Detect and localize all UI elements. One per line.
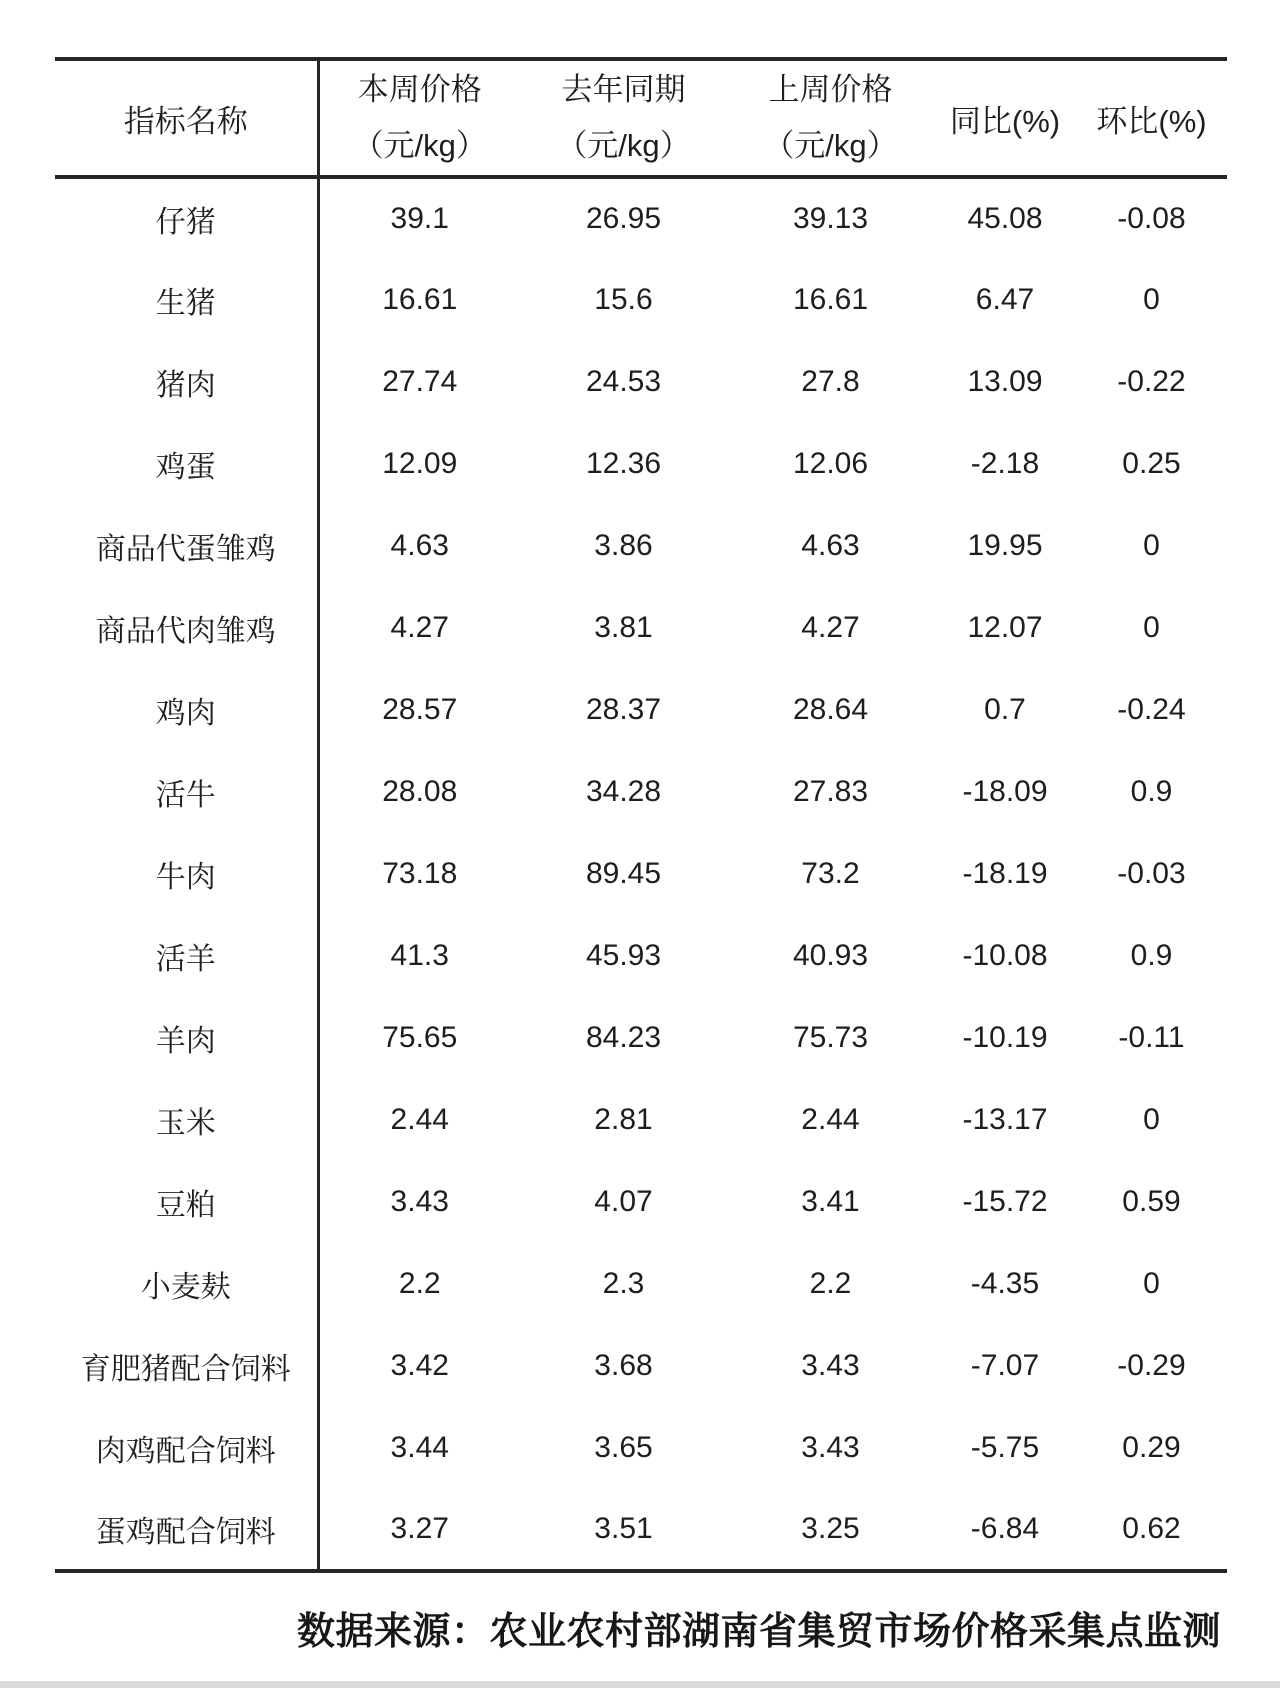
last-week-value-cell: 3.43 <box>801 1431 860 1464</box>
yoy-value-cell: 12.07 <box>967 611 1043 644</box>
header-last-week-label: 上周价格 <box>768 72 893 107</box>
row-label-cell: 肉鸡配合饲料 <box>55 1407 318 1489</box>
table-row <box>55 1243 1227 1325</box>
yoy-value-cell: -13.17 <box>962 1103 1048 1136</box>
last-year-value-cell: 3.68 <box>594 1349 653 1382</box>
this-week-value-cell: 3.42 <box>390 1349 449 1382</box>
table-row <box>55 669 1227 751</box>
header-wow-percent: 环比(%) <box>1076 59 1227 177</box>
this-week-value-cell: 75.65 <box>382 1021 458 1054</box>
yoy-value-cell: 45.08 <box>967 202 1043 235</box>
table-row <box>55 1407 1227 1489</box>
table-row <box>55 915 1227 997</box>
yoy-value-cell: -10.19 <box>962 1021 1048 1054</box>
last-year-value-cell: 45.93 <box>585 939 662 972</box>
row-label-cell: 育肥猪配合饲料 <box>55 1325 318 1407</box>
table-row <box>55 177 1227 259</box>
wow-value-cell: -0.22 <box>1117 365 1186 398</box>
row-label-cell: 商品代肉雏鸡 <box>55 587 318 669</box>
last-week-value-cell: 27.83 <box>792 775 869 808</box>
wow-value-cell: 0.9 <box>1130 775 1173 808</box>
last-year-value-cell: 89.45 <box>585 857 662 890</box>
last-year-value-cell: 2.3 <box>602 1267 645 1300</box>
last-year-value-cell: 3.86 <box>594 529 653 562</box>
row-label-cell: 羊肉 <box>55 997 318 1079</box>
header-this-week-unit: （元/kg） <box>352 128 487 163</box>
wow-value-cell: 0 <box>1143 283 1160 316</box>
yoy-value-cell: -4.35 <box>970 1267 1040 1300</box>
last-week-value-cell: 73.2 <box>801 857 860 890</box>
this-week-value-cell: 39.1 <box>390 202 449 235</box>
last-week-value-cell: 40.93 <box>792 939 869 972</box>
row-label-cell: 鸡蛋 <box>55 423 318 505</box>
row-label-cell: 活牛 <box>55 751 318 833</box>
table-row <box>55 587 1227 669</box>
last-week-value-cell: 16.61 <box>792 283 869 316</box>
wow-value-cell: 0.25 <box>1122 447 1181 480</box>
yoy-value-cell: 0.7 <box>984 693 1026 726</box>
table-row <box>55 997 1227 1079</box>
this-week-value-cell: 2.2 <box>398 1267 441 1300</box>
table-row <box>55 259 1227 341</box>
last-year-value-cell: 12.36 <box>585 447 662 480</box>
header-last-week-unit: （元/kg） <box>763 128 898 163</box>
row-label-cell: 仔猪 <box>55 177 318 259</box>
last-year-value-cell: 34.28 <box>585 775 662 808</box>
row-label-cell: 牛肉 <box>55 833 318 915</box>
last-year-value-cell: 26.95 <box>585 202 662 235</box>
wow-value-cell: 0 <box>1143 1267 1160 1300</box>
wow-value-cell: -0.29 <box>1117 1349 1186 1382</box>
last-year-value-cell: 3.65 <box>594 1431 653 1464</box>
yoy-value-cell: -2.18 <box>970 447 1040 480</box>
table-row <box>55 1079 1227 1161</box>
wow-value-cell: -0.03 <box>1117 857 1186 890</box>
last-year-value-cell: 28.37 <box>585 693 662 726</box>
wow-value-cell: 0 <box>1143 1103 1160 1136</box>
this-week-value-cell: 4.27 <box>390 611 449 644</box>
header-row <box>55 59 1227 177</box>
this-week-value-cell: 3.27 <box>390 1512 449 1545</box>
row-label-cell: 豆粕 <box>55 1161 318 1243</box>
this-week-value-cell: 16.61 <box>382 283 458 316</box>
yoy-value-cell: 13.09 <box>967 365 1043 398</box>
row-label-cell: 活羊 <box>55 915 318 997</box>
wow-value-cell: 0 <box>1143 611 1160 644</box>
header-this-week-price <box>318 59 520 177</box>
row-label-cell: 商品代蛋雏鸡 <box>55 505 318 587</box>
wow-value-cell: -0.24 <box>1117 693 1186 726</box>
last-year-value-cell: 15.6 <box>594 283 653 316</box>
last-week-value-cell: 28.64 <box>792 693 869 726</box>
header-indicator-name: 指标名称 <box>55 59 318 177</box>
this-week-value-cell: 3.44 <box>390 1431 449 1464</box>
this-week-value-cell: 27.74 <box>382 365 458 398</box>
yoy-value-cell: -15.72 <box>962 1185 1048 1218</box>
yoy-value-cell: -6.84 <box>970 1512 1040 1545</box>
table-row <box>55 341 1227 423</box>
table-row <box>55 833 1227 915</box>
header-yoy-percent: 同比(%) <box>934 59 1076 177</box>
bottom-edge-strip <box>0 1681 1280 1688</box>
yoy-value-cell: -18.09 <box>962 775 1048 808</box>
this-week-value-cell: 3.43 <box>390 1185 449 1218</box>
last-week-value-cell: 4.63 <box>801 529 860 562</box>
header-last-year-price <box>520 59 727 177</box>
price-table <box>55 57 1227 1573</box>
row-label-cell: 鸡肉 <box>55 669 318 751</box>
this-week-value-cell: 4.63 <box>390 529 449 562</box>
last-week-value-cell: 39.13 <box>792 202 869 235</box>
header-last-year-unit: （元/kg） <box>556 128 691 163</box>
row-label-cell: 玉米 <box>55 1079 318 1161</box>
last-week-value-cell: 4.27 <box>801 611 860 644</box>
yoy-value-cell: -18.19 <box>962 857 1048 890</box>
row-label-cell: 生猪 <box>55 259 318 341</box>
yoy-value-cell: 19.95 <box>967 529 1043 562</box>
header-last-week-price <box>727 59 934 177</box>
this-week-value-cell: 28.57 <box>382 693 458 726</box>
last-year-value-cell: 3.81 <box>594 611 653 644</box>
last-week-value-cell: 27.8 <box>801 365 860 398</box>
last-week-value-cell: 75.73 <box>792 1021 869 1054</box>
this-week-value-cell: 73.18 <box>382 857 458 890</box>
wow-value-cell: 0.62 <box>1122 1512 1181 1545</box>
last-week-value-cell: 12.06 <box>792 447 869 480</box>
wow-value-cell: 0 <box>1143 529 1160 562</box>
yoy-value-cell: 6.47 <box>975 283 1035 316</box>
last-year-value-cell: 24.53 <box>585 365 662 398</box>
row-label-cell: 蛋鸡配合饲料 <box>55 1489 318 1571</box>
last-year-value-cell: 4.07 <box>594 1185 653 1218</box>
wow-value-cell: 0.9 <box>1130 939 1173 972</box>
table-body <box>55 177 1227 1571</box>
yoy-value-cell: -5.75 <box>970 1431 1040 1464</box>
this-week-value-cell: 28.08 <box>382 775 458 808</box>
header-this-week-label: 本周价格 <box>357 72 482 107</box>
this-week-value-cell: 2.44 <box>390 1103 449 1136</box>
last-week-value-cell: 3.43 <box>801 1349 860 1382</box>
last-week-value-cell: 3.25 <box>801 1512 860 1545</box>
yoy-value-cell: -10.08 <box>962 939 1048 972</box>
table-row <box>55 1325 1227 1407</box>
data-source-note: 数据来源：农业农村部湖南省集贸市场价格采集点监测 <box>297 1611 1222 1653</box>
last-year-value-cell: 2.81 <box>594 1103 653 1136</box>
table-row <box>55 423 1227 505</box>
last-week-value-cell: 2.2 <box>809 1267 852 1300</box>
table-header <box>55 59 1227 177</box>
row-label-cell: 猪肉 <box>55 341 318 423</box>
table-row <box>55 751 1227 833</box>
row-label-cell: 小麦麸 <box>55 1243 318 1325</box>
yoy-value-cell: -7.07 <box>970 1349 1040 1382</box>
this-week-value-cell: 12.09 <box>382 447 458 480</box>
header-last-year-label: 去年同期 <box>561 72 686 107</box>
wow-value-cell: 0.59 <box>1122 1185 1181 1218</box>
last-week-value-cell: 3.41 <box>801 1185 860 1218</box>
table-row <box>55 1161 1227 1243</box>
table-row <box>55 1489 1227 1571</box>
last-year-value-cell: 84.23 <box>585 1021 662 1054</box>
wow-value-cell: -0.11 <box>1118 1021 1185 1054</box>
table-row <box>55 505 1227 587</box>
wow-value-cell: 0.29 <box>1122 1431 1181 1464</box>
last-year-value-cell: 3.51 <box>594 1512 653 1545</box>
last-week-value-cell: 2.44 <box>801 1103 860 1136</box>
wow-value-cell: -0.08 <box>1117 202 1186 235</box>
this-week-value-cell: 41.3 <box>390 939 449 972</box>
